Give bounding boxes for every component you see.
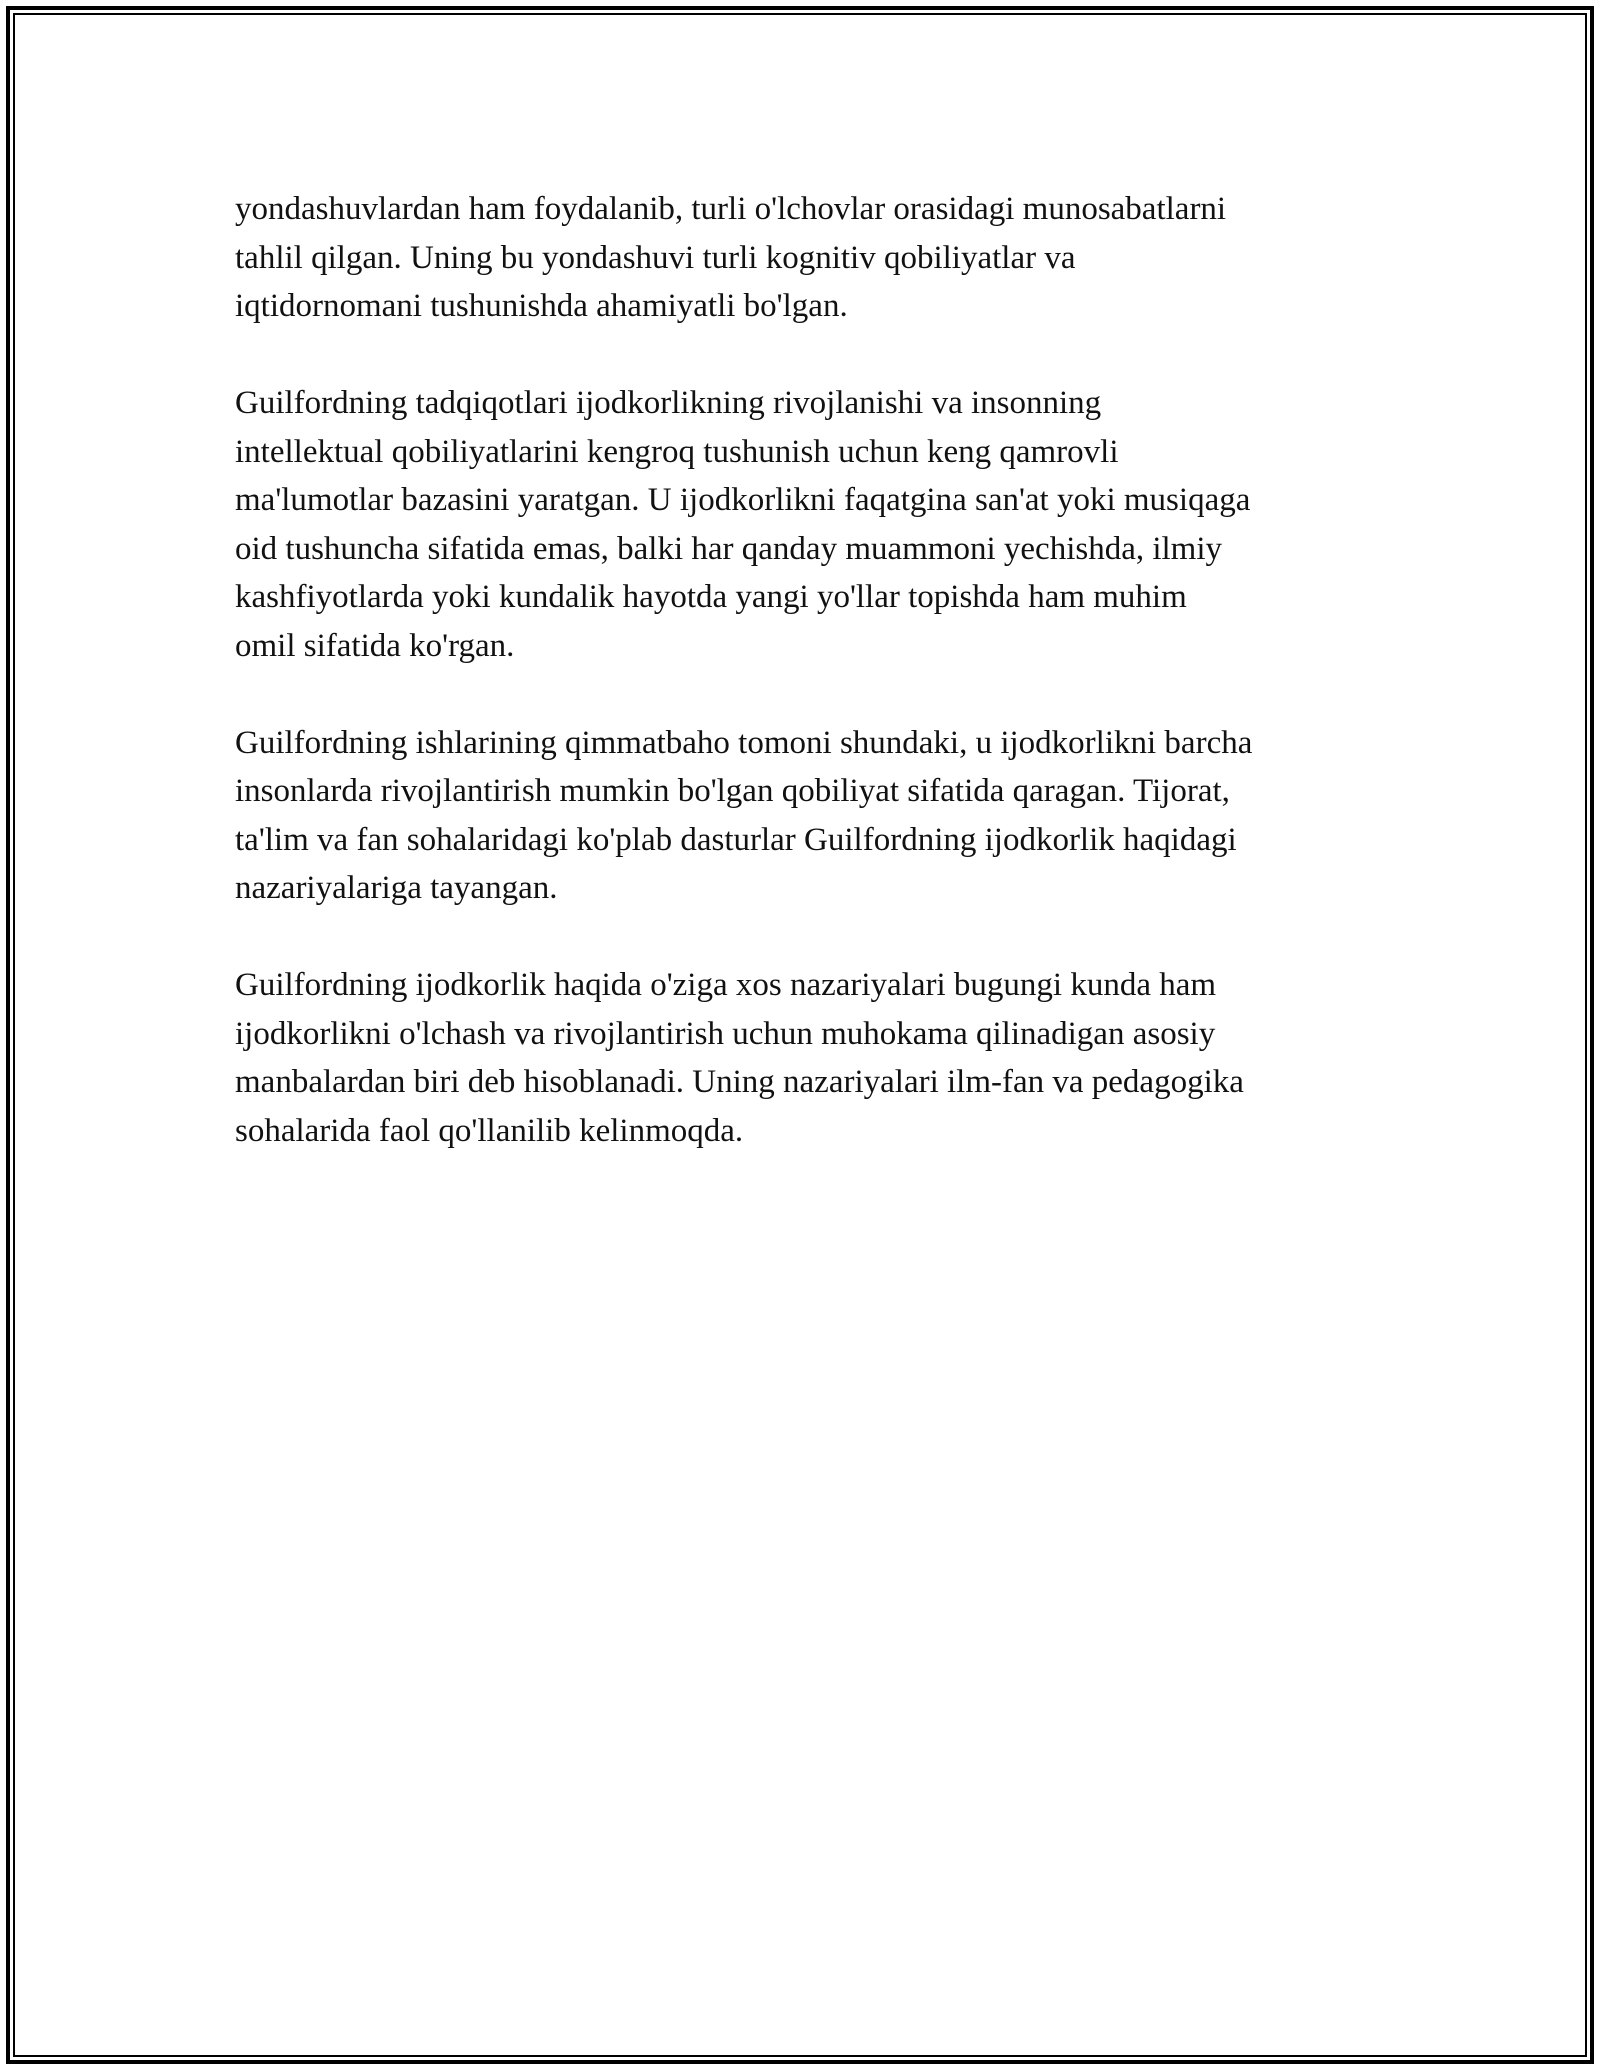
document-body — [235, 185, 1385, 1204]
paragraph-1: yondashuvlardan ham foydalanib, turli o'lchovlar orasidagi munosabatlarni tahlil qilgan. Uning bu yondashuvi turli kognitiv qobiliyatlar va iqtidornomani tushunishda ahamiyatli bo'lgan. — [235, 191, 1227, 324]
paragraph-2: Guilfordning tadqiqotlari ijodkorlikning rivojlanishi va insonning intellektual qobiliyatlarini kengroq tushunish uchun keng qamrovli ma'lumotlar bazasini yaratgan. U ijodkorlikni faqatgina san'at yoki musiqaga oid tushuncha sifatida emas, balki har qanday muammoni yechishda, ilmiy kashfiyotlarda yoki kundalik hayotda yangi yo'llar topishda ham muhim omil sifatida ko'rgan. — [235, 385, 1251, 664]
paragraph-3: Guilfordning ishlarining qimmatbaho tomoni shundaki, u ijodkorlikni barcha insonlarda rivojlantirish mumkin bo'lgan qobiliyat sifatida qaragan. Tijorat, ta'lim va fan sohalaridagi ko'plab dasturlar Guilfordning ijodkorlik haqidagi nazariyalariga tayangan. — [235, 724, 1253, 906]
paragraph-4: Guilfordning ijodkorlik haqida o'ziga xos nazariyalari bugungi kunda ham ijodkorlikni o'lchash va rivojlantirish uchun muhokama qilinadigan asosiy manbalardan biri deb hisoblanadi. Uning nazariyalari ilm-fan va pedagogika sohalarida faol qo'llanilib kelinmoqda. — [235, 967, 1244, 1149]
